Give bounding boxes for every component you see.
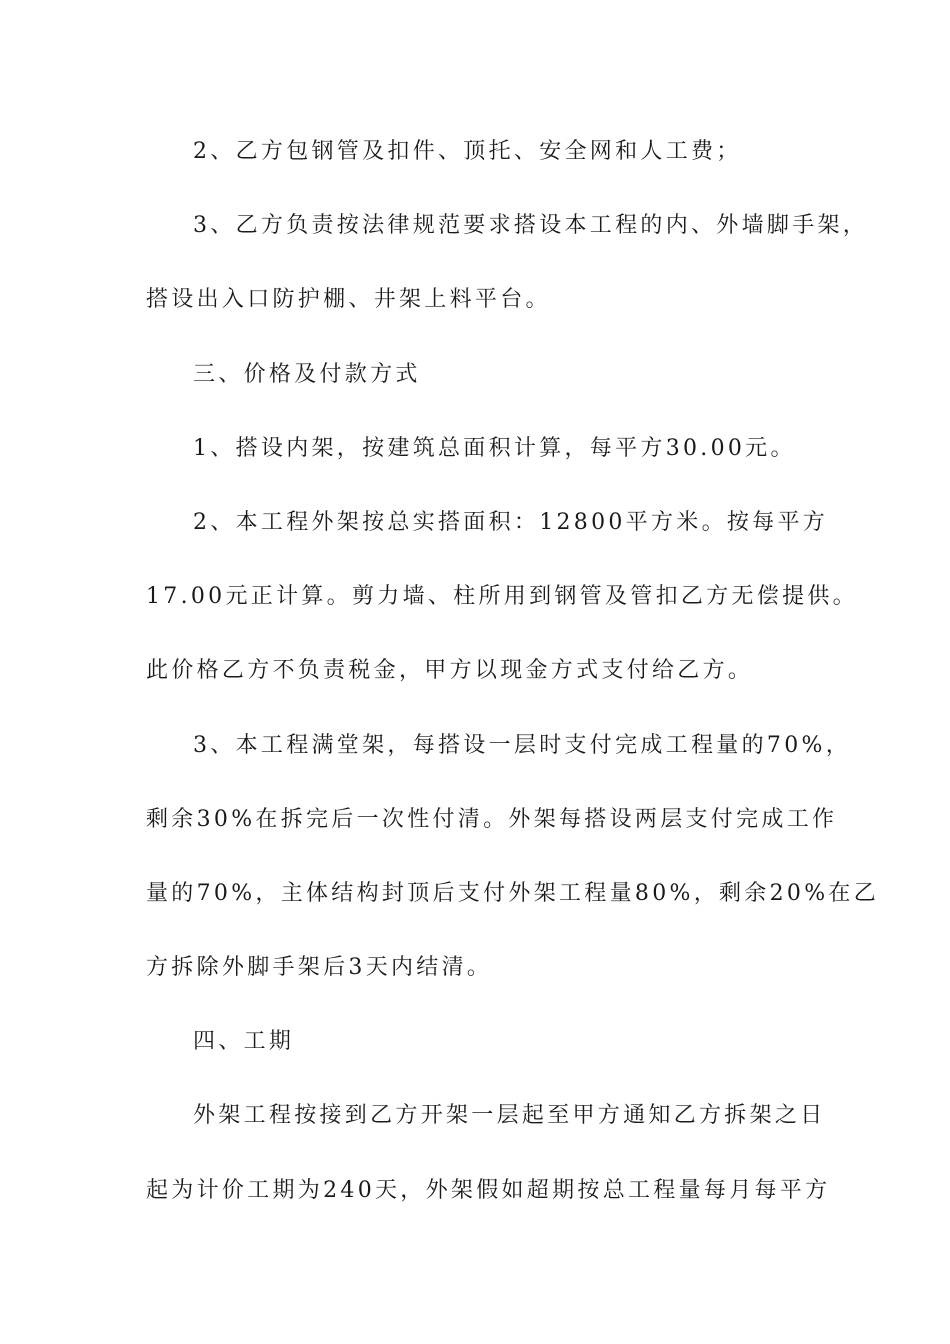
section-heading: 四、工期 — [193, 1029, 295, 1055]
paragraph-line: 外架工程按接到乙方开架一层起至甲方通知乙方拆架之日 — [193, 1103, 826, 1129]
paragraph-line: 量的70%，主体结构封顶后支付外架工程量80%，剩余20%在乙 — [146, 880, 879, 906]
paragraph-line: 2、乙方包钢管及扣件、顶托、安全网和人工费； — [193, 139, 742, 164]
paragraph-line: 起为计价工期为240天，外架假如超期按总工程量每月每平方 — [146, 1177, 831, 1203]
paragraph-line: 此价格乙方不负责税金，甲方以现金方式支付给乙方。 — [146, 658, 754, 684]
paragraph-line: 搭设出入口防护棚、井架上料平台。 — [146, 287, 551, 313]
paragraph-line: 3、本工程满堂架，每搭设一层时支付完成工程量的70%， — [193, 732, 851, 758]
paragraph-line: 1、搭设内架，按建筑总面积计算，每平方30.00元。 — [193, 435, 796, 461]
document-body — [146, 122, 879, 1235]
paragraph-line: 剩余30%在拆完后一次性付清。外架每搭设两层支付完成工作 — [146, 806, 838, 832]
paragraph-line: 2、本工程外架按总实搭面积：12800平方米。按每平方 — [193, 509, 829, 535]
paragraph-line: 3、乙方负责按法律规范要求搭设本工程的内、外墙脚手架， — [193, 213, 869, 239]
paragraph-line: 17.00元正计算。剪力墙、柱所用到钢管及管扣乙方无偿提供。 — [146, 584, 858, 610]
paragraph-line: 方拆除外脚手架后3天内结清。 — [146, 955, 493, 981]
section-heading: 三、价格及付款方式 — [193, 361, 421, 387]
